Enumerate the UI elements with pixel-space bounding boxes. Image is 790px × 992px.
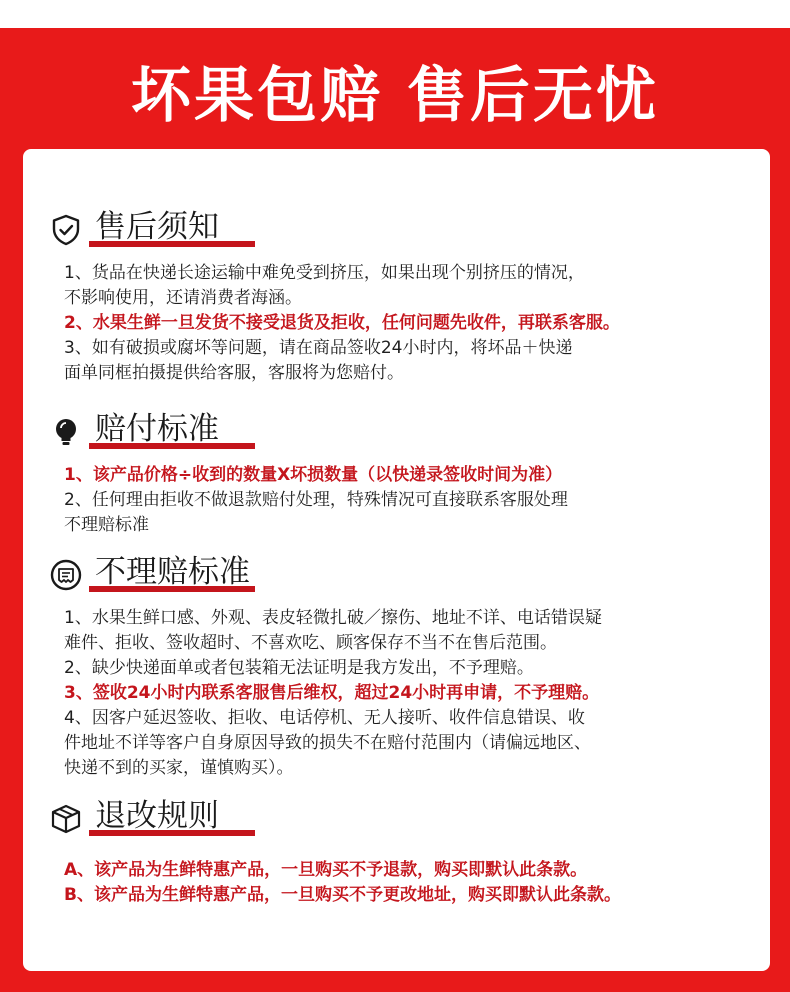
section-body xyxy=(23,858,770,908)
standard-line: 不理赔标准 xyxy=(64,515,149,535)
section-body xyxy=(23,463,770,538)
notice-line-highlight: 2、水果生鲜一旦发货不接受退货及拒收，任何问题先收件，再联系客服。 xyxy=(64,313,620,333)
section-compensation-standard xyxy=(23,405,770,538)
exclusion-line: 难件、拒收、签收超时、不喜欢吃、顾客保存不当不在售后范围。 xyxy=(64,633,557,653)
section-body xyxy=(23,261,770,386)
receipt-icon xyxy=(49,558,83,592)
policy-card xyxy=(23,149,770,971)
section-title: 售后须知 xyxy=(95,209,219,245)
banner-title: 坏果包赔 售后无忧 xyxy=(131,61,659,131)
rule-line-highlight: A、该产品为生鲜特惠产品，一旦购买不予退款，购买即默认此条款。 xyxy=(64,860,588,880)
section-title: 不理赔标准 xyxy=(95,554,250,590)
exclusion-line: 4、因客户延迟签收、拒收、电话停机、无人接听、收件信息错误、收 xyxy=(64,708,585,728)
standard-line: 2、任何理由拒收不做退款赔付处理，特殊情况可直接联系客服处理 xyxy=(64,490,568,510)
notice-line: 3、如有破损或腐坏等问题，请在商品签收24小时内，将坏品＋快递 xyxy=(64,338,573,358)
notice-line: 不影响使用，还请消费者海涵。 xyxy=(64,288,302,308)
exclusion-line-highlight: 3、签收24小时内联系客服售后维权，超过24小时再申请，不予理赔。 xyxy=(64,683,600,703)
exclusion-line: 件地址不详等客户自身原因导致的损失不在赔付范围内（请偏远地区、 xyxy=(64,733,591,753)
section-title: 退改规则 xyxy=(95,798,219,834)
section-title: 赔付标准 xyxy=(95,411,219,447)
section-no-compensation xyxy=(23,548,770,781)
standard-line-highlight: 1、该产品价格÷收到的数量X坏损数量（以快递录签收时间为准） xyxy=(64,465,563,485)
package-box-icon xyxy=(49,802,83,836)
rule-line-highlight: B、该产品为生鲜特惠产品，一旦购买不予更改地址，购买即默认此条款。 xyxy=(64,885,621,905)
section-return-rules xyxy=(23,792,770,908)
shield-check-icon xyxy=(49,213,83,247)
top-band xyxy=(0,0,790,28)
notice-line: 1、货品在快递长途运输中难免受到挤压，如果出现个别挤压的情况， xyxy=(64,263,585,283)
exclusion-line: 2、缺少快递面单或者包装箱无法证明是我方发出，不予理赔。 xyxy=(64,658,534,678)
exclusion-line: 快递不到的买家，谨慎购买）。 xyxy=(64,758,294,778)
section-body xyxy=(23,606,770,781)
notice-line: 面单同框拍摄提供给客服，客服将为您赔付。 xyxy=(64,363,404,383)
exclusion-line: 1、水果生鲜口感、外观、表皮轻微扎破／擦伤、地址不详、电话错误疑 xyxy=(64,608,602,628)
section-after-sales-notice xyxy=(23,203,770,386)
lightbulb-icon xyxy=(49,415,83,449)
